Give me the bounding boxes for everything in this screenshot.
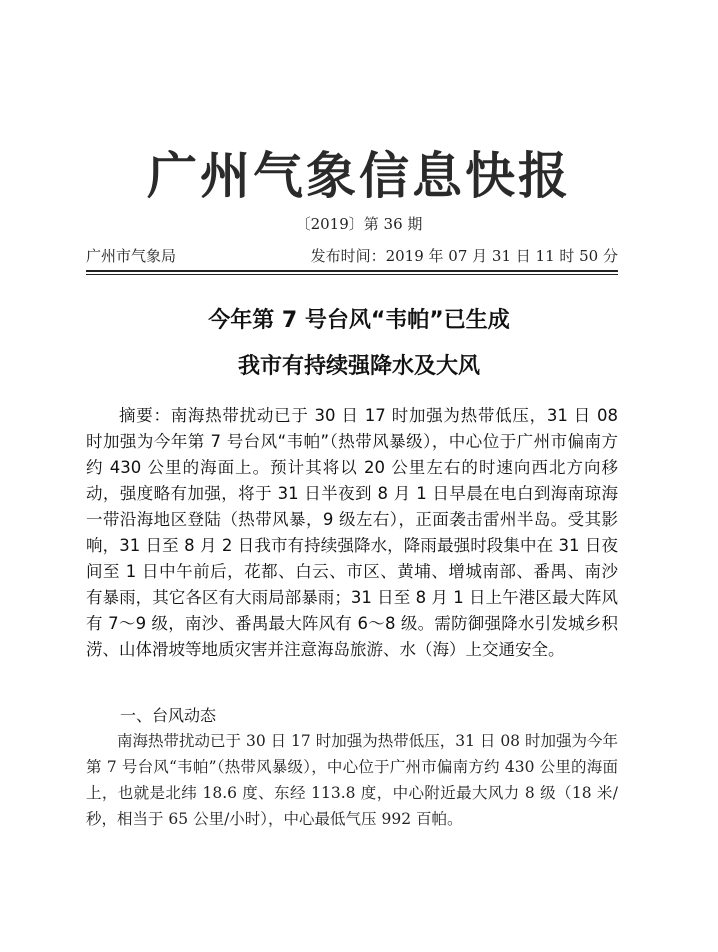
issue-number: 〔2019〕第 36 期 bbox=[295, 215, 423, 233]
headline-line-2: 我市有持续强降水及大风 bbox=[237, 354, 480, 379]
section-heading-typhoon-status: 一、台风动态 bbox=[120, 706, 217, 725]
issuing-agency: 广州市气象局 bbox=[86, 247, 177, 265]
publish-time: 发布时间：2019 年 07 月 31 日 11 时 50 分 bbox=[310, 247, 618, 265]
headline-line-1: 今年第 7 号台风“韦帕”已生成 bbox=[208, 308, 510, 333]
header-divider-thick bbox=[86, 270, 618, 272]
header-divider-thin bbox=[86, 274, 618, 275]
meta-row bbox=[86, 244, 618, 268]
masthead-title: 广州气象信息快报 bbox=[147, 146, 571, 205]
section-body-typhoon-status: 南海热带扰动已于 30 日 17 时加强为热带低压，31 日 08 时加强为今年第 7 号台风“韦帕”（热带风暴级），中心位于广州市偏南方约 430 公里的海面上，也就是北纬 18.6 度、东经 113.8 度，中心附近最大风力 8 级（18 米/秒，相当于 65 公里/小时），中心最低气压 992 百帕。 bbox=[86, 732, 618, 828]
summary-paragraph: 摘要：南海热带扰动已于 30 日 17 时加强为热带低压，31 日 08 时加强为今年第 7 号台风“韦帕”（热带风暴级），中心位于广州市偏南方约 430 公里的海面上。预计其将以 20 公里左右的时速向西北方向移动，强度略有加强，将于 31 日半夜到 8 月 1 日早晨在电白到海南琼海一带沿海地区登陆（热带风暴，9 级左右），正面袭击雷州半岛。受其影响，31 日至 8 月 2 日我市有持续强降水，降雨最强时段集中在 31 日夜间至 1 日中午前后，花都、白云、市区、黄埔、增城南部、番禺、南沙有暴雨，其它各区有大雨局部暴雨；31 日至 8 月 1 日上午港区最大阵风有 7～9 级，南沙、番禺最大阵风有 6～8 级。需防御强降水引发城乡积涝、山体滑坡等地质灾害并注意海岛旅游、水（海）上交通安全。 bbox=[86, 406, 618, 659]
